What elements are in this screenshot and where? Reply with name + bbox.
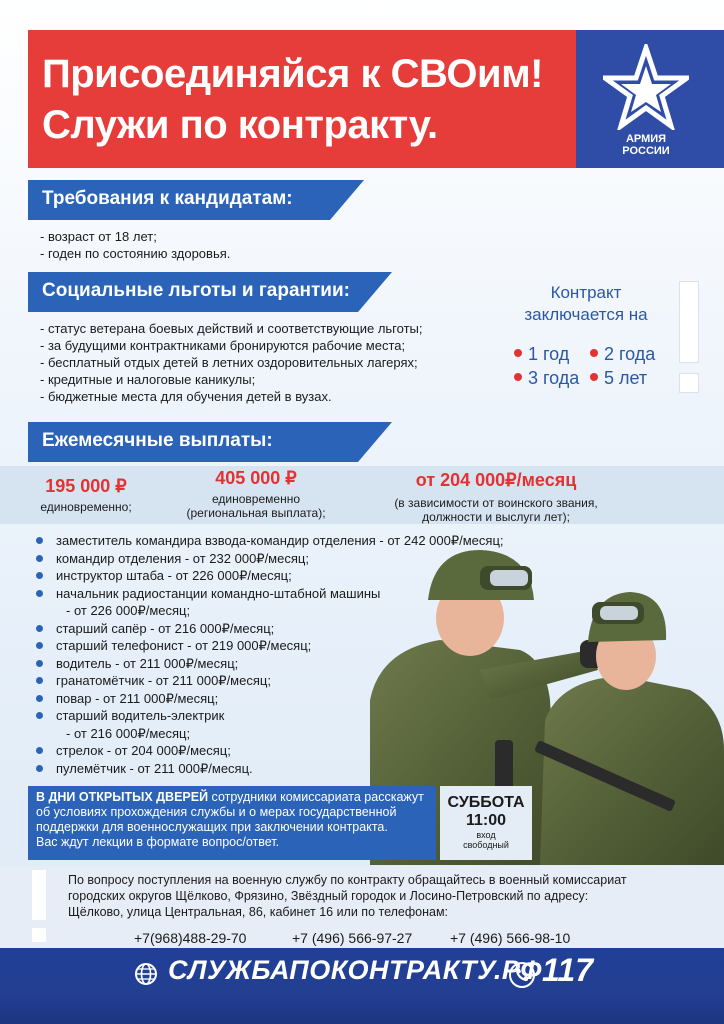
list-item: инструктор штаба - от 226 000₽/месяц; [36, 567, 504, 585]
requirements-bar [28, 180, 330, 220]
open-days-box [28, 786, 436, 860]
requirements-title: Требования к кандидатам: [42, 188, 293, 209]
bar-arrow-shape [358, 272, 392, 312]
list-item: - за будущими контрактниками бронируются рабочие места; [40, 338, 406, 353]
benefits-title: Социальные льготы и гарантии: [42, 280, 350, 301]
bullet-icon [36, 747, 43, 754]
list-item: - годен по состоянию здоровья. [40, 246, 231, 261]
payment-note-3a: (в зависимости от воинского звания, [394, 496, 598, 510]
list-item: начальник радиостанции командно-штабной машины [36, 585, 504, 603]
phone-number-1[interactable]: +7(968)488-29-70 [134, 930, 247, 946]
hotline-number[interactable]: 117 [542, 952, 594, 988]
list-item: - статус ветерана боевых действий и соответствующие льготы; [40, 321, 423, 336]
contact-line-1: По вопросу поступления на военную службу по контракту обращайтесь в военный комиссариат [68, 873, 627, 887]
benefits-bar [28, 272, 358, 312]
header-red-banner [28, 30, 576, 168]
list-item: - кредитные и налоговые каникулы; [40, 372, 256, 387]
bullet-icon [36, 625, 43, 632]
bullet-icon [36, 642, 43, 649]
term-item: 5 лет [590, 368, 647, 389]
contact-line-2: городских округов Щёлково, Фрязино, Звёздный городок и Лосино-Петровский по адресу: [68, 889, 589, 903]
term-item: 1 год [514, 344, 569, 365]
payment-amount-1: 195 000 ₽ [45, 476, 127, 496]
list-item: заместитель командира взвода-командир отделения - от 242 000₽/месяц; [36, 532, 504, 550]
bullet-icon [36, 555, 43, 562]
globe-icon [134, 962, 158, 986]
contact-text [68, 872, 627, 920]
list-item: стрелок - от 204 000₽/месяц; [36, 742, 504, 760]
list-item-continued: - от 226 000₽/месяц; [66, 603, 191, 618]
list-item: - возраст от 18 лет; [40, 229, 157, 244]
bar-arrow-shape [358, 422, 392, 462]
phone-number-3[interactable]: +7 (496) 566-98-10 [450, 930, 571, 946]
list-item: водитель - от 211 000₽/месяц; [36, 655, 504, 673]
red-dot-icon [590, 373, 598, 381]
payment-amount-3: от 204 000₽/месяц [415, 470, 577, 490]
bullet-icon [36, 765, 43, 772]
bullet-icon [36, 677, 43, 684]
list-item: старший водитель-электрик [36, 707, 504, 725]
contract-terms-box [506, 282, 666, 396]
list-item: старший телефонист - от 219 000₽/месяц; [36, 637, 504, 655]
entry-line-1: вход [476, 830, 496, 840]
open-days-lead: В ДНИ ОТКРЫТЫХ ДВЕРЕЙ [36, 790, 209, 804]
list-item-continued: - от 216 000₽/месяц; [66, 725, 191, 741]
red-dot-icon [514, 349, 522, 357]
exclamation-icon [680, 282, 698, 392]
bar-arrow-shape [330, 180, 364, 220]
schedule-day: СУББОТА [447, 794, 525, 811]
payment-amount-2: 405 000 ₽ [215, 468, 297, 488]
schedule-time: 11:00 [465, 812, 507, 829]
list-item: пулемётчик - от 211 000₽/месяц. [36, 760, 504, 778]
phone-icon [508, 961, 536, 989]
benefits-list [40, 320, 422, 405]
positions-list [36, 532, 504, 777]
requirements-list [40, 228, 230, 262]
logo-line-2: РОССИИ [622, 145, 670, 157]
contact-line-3: Щёлково, улица Центральная, 86, кабинет 16 или по телефонам: [68, 905, 449, 919]
bullet-icon [36, 712, 43, 719]
payment-note-3b: должности и выслуги лет); [422, 510, 570, 524]
army-logo-text [600, 133, 692, 157]
list-item: командир отделения - от 232 000₽/месяц; [36, 550, 504, 568]
payments-bar [28, 422, 358, 462]
headline-line-1: Присоединяйся к СВОим! [42, 52, 543, 96]
army-star-icon [603, 44, 689, 130]
open-days-text-1: сотрудники комиссариата расскажут [208, 790, 424, 804]
contract-heading-1: Контракт [550, 283, 622, 302]
list-item: старший сапёр - от 216 000₽/месяц; [36, 620, 504, 638]
bullet-icon [36, 590, 43, 597]
website-link[interactable]: СЛУЖБАПОКОНТРАКТУ.РФ [168, 955, 543, 985]
bullet-icon [36, 572, 43, 579]
contract-heading-2: заключается на [524, 305, 648, 324]
headline-line-2: Служи по контракту. [42, 103, 438, 147]
red-dot-icon [590, 349, 598, 357]
term-item: 2 года [590, 344, 655, 365]
payment-note-1: единовременно; [40, 500, 132, 514]
phone-number-2[interactable]: +7 (496) 566-97-27 [292, 930, 413, 946]
list-item: - бюджетные места для обучения детей в вузах. [40, 389, 332, 404]
payment-note-2b: (региональная выплата); [186, 506, 326, 520]
bullet-icon [36, 537, 43, 544]
open-day-schedule [440, 786, 532, 860]
payment-note-2a: единовременно [212, 492, 300, 506]
entry-line-2: свободный [463, 840, 509, 850]
bullet-icon [36, 660, 43, 667]
exclamation-icon [32, 870, 46, 942]
red-dot-icon [514, 373, 522, 381]
logo-line-1: АРМИЯ [625, 133, 667, 145]
open-days-text-3: поддержки для военнослужащих при заключении контракта. [36, 820, 388, 834]
payments-title: Ежемесячные выплаты: [42, 430, 273, 451]
list-item: - бесплатный отдых детей в летних оздоровительных лагерях; [40, 355, 418, 370]
list-item: гранатомётчик - от 211 000₽/месяц; [36, 672, 504, 690]
bullet-icon [36, 695, 43, 702]
open-days-text-4: Вас ждут лекции в формате вопрос/ответ. [36, 835, 280, 849]
open-days-text-2: об условиях прохождения службы и о мерах государственной [36, 805, 397, 819]
list-item: повар - от 211 000₽/месяц; [36, 690, 504, 708]
term-item: 3 года [514, 368, 579, 389]
